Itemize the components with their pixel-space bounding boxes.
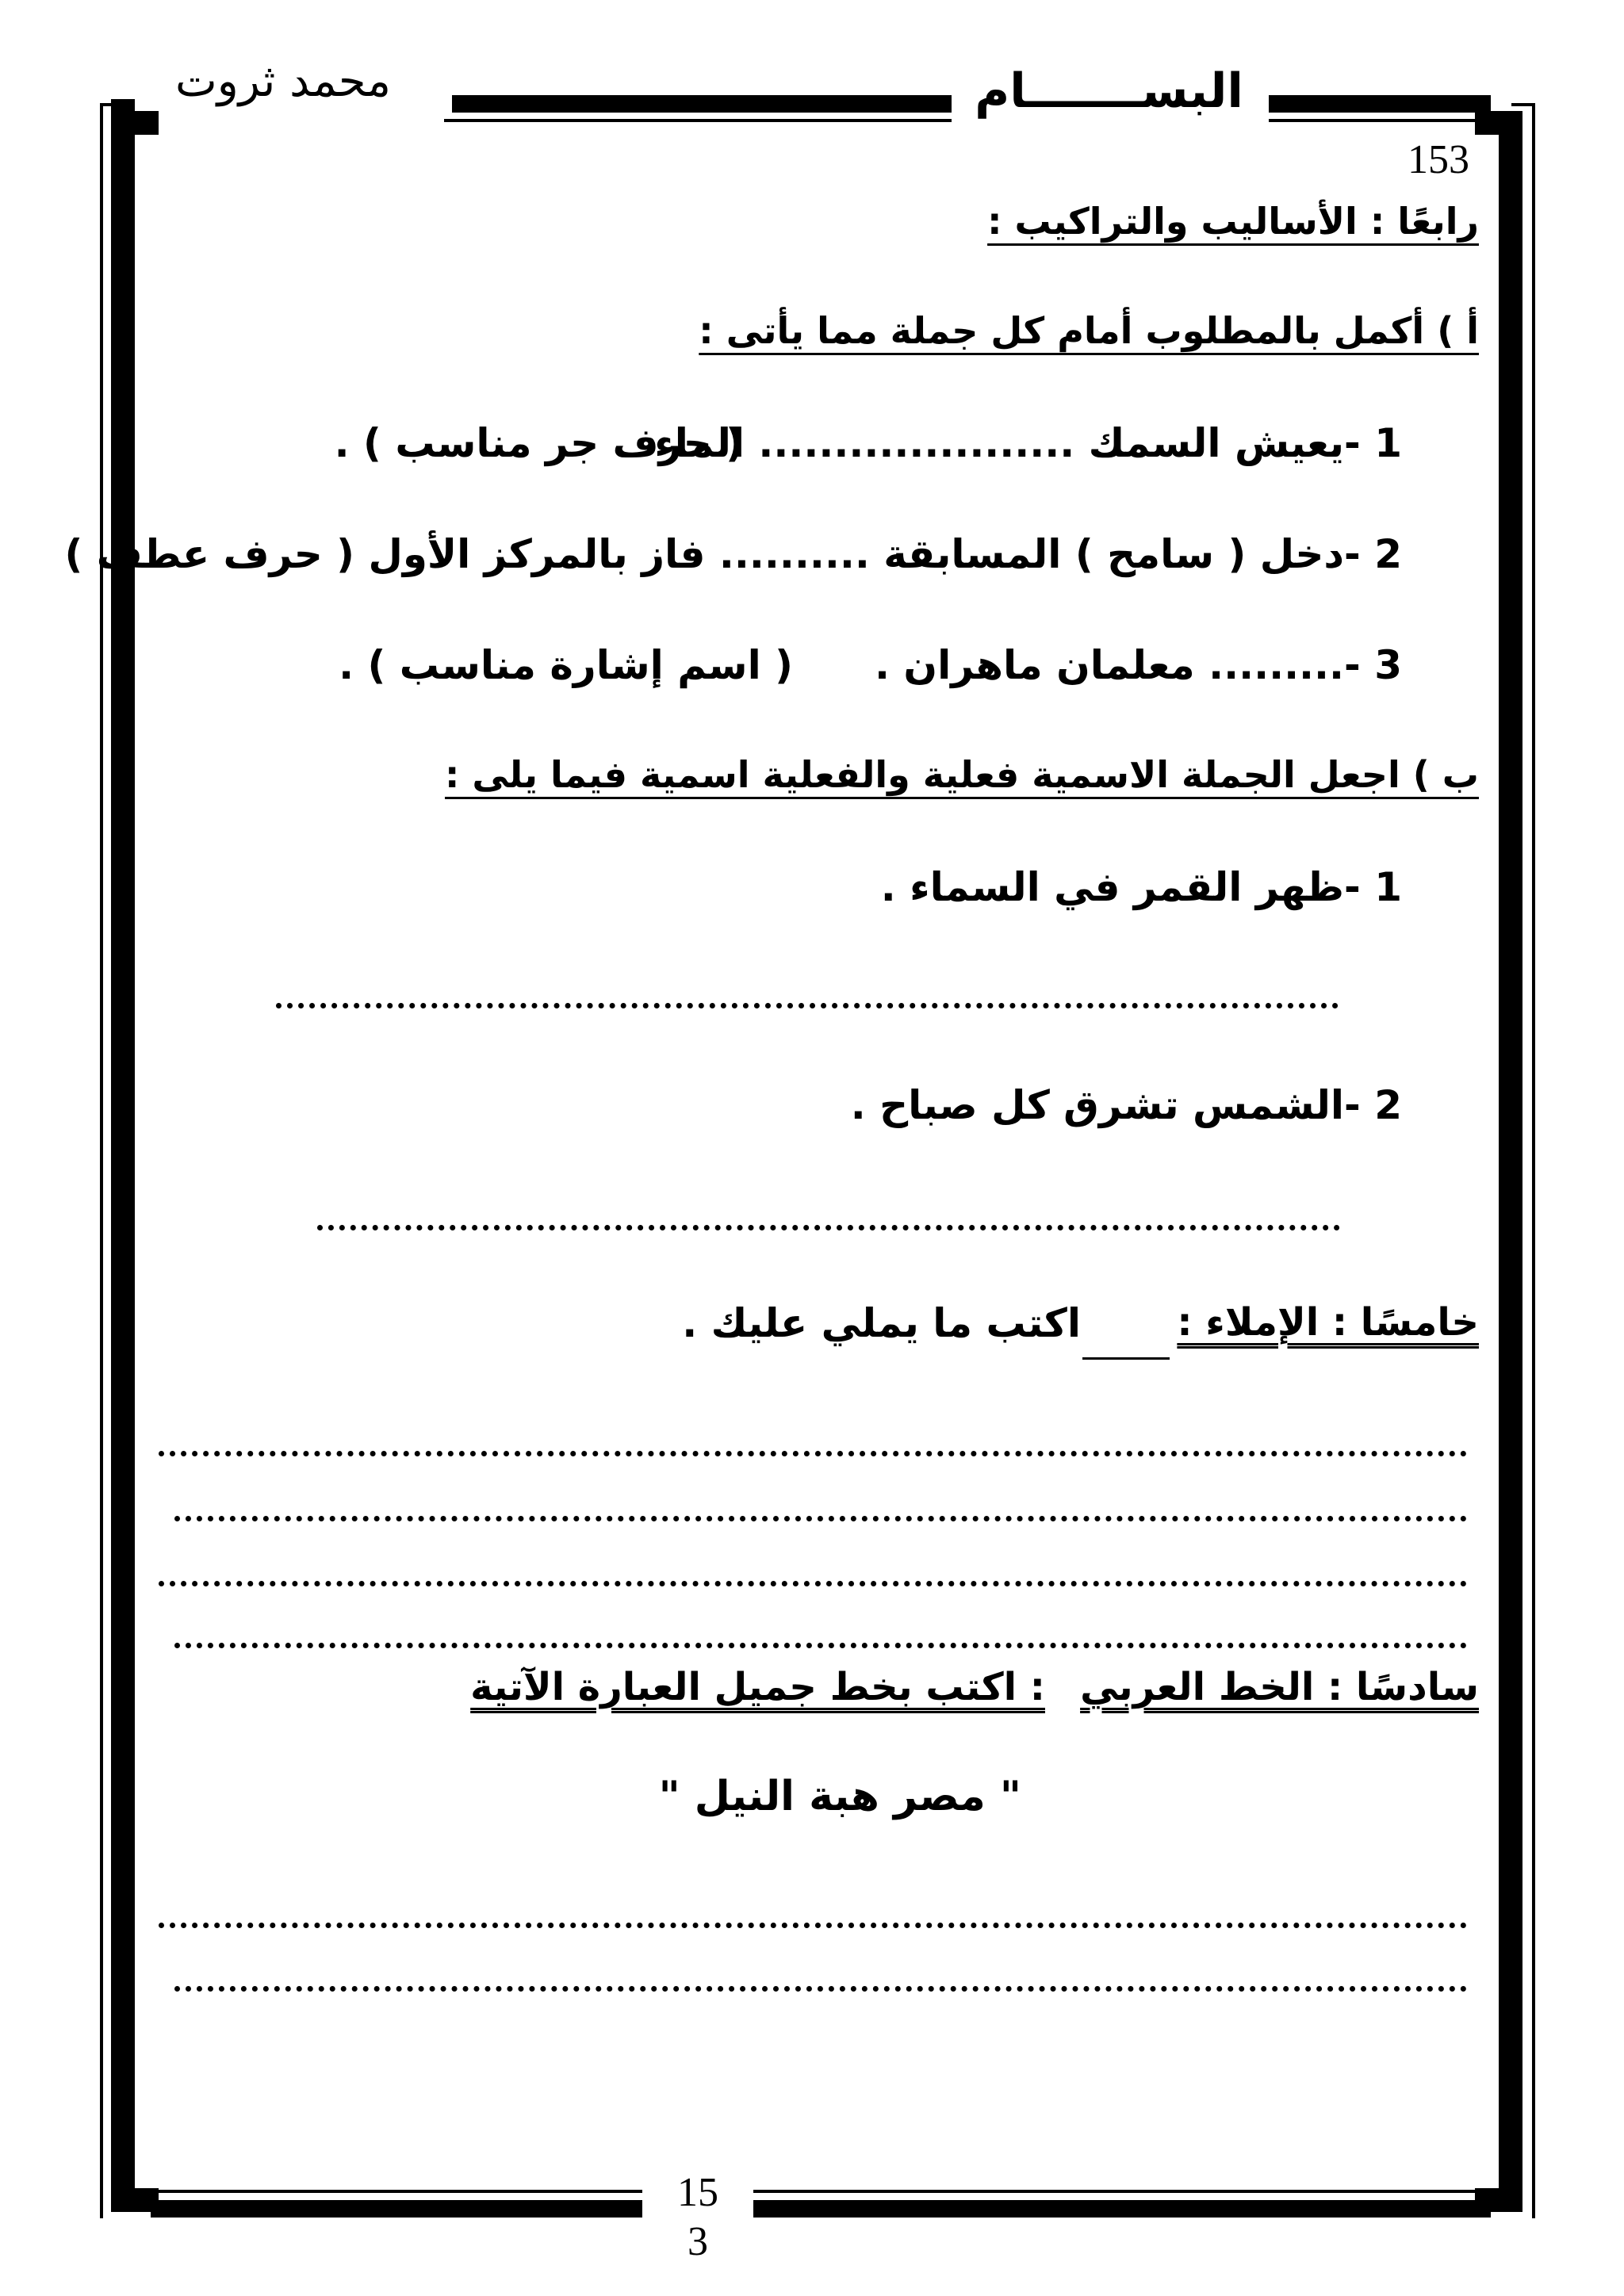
writing-line[interactable] — [159, 1581, 1467, 1586]
author-name: محمد ثروت — [175, 55, 391, 107]
section5-title: خامسًا : الإملاء : — [1177, 1300, 1479, 1345]
section5-underline-gap — [1082, 1357, 1170, 1360]
writing-line[interactable] — [159, 1451, 1467, 1456]
writing-line[interactable] — [174, 1986, 1467, 1992]
part-a-item-1: 1 -يعيش السمك ..................... الماء — [654, 420, 1402, 466]
section5-instruction: اكتب ما يملي عليك . — [682, 1300, 1081, 1346]
part-b-item-2: 2 -الشمس تشرق كل صباح . — [850, 1082, 1402, 1128]
footer-page-number: 15 3 — [677, 2170, 718, 2264]
part-a-item-3-hint: ( اسم إشارة مناسب ) . — [339, 642, 793, 688]
writing-line[interactable] — [174, 1643, 1467, 1648]
answer-line[interactable] — [276, 1003, 1339, 1008]
calligraphy-phrase: " مصر هبة النيل " — [658, 1773, 1021, 1820]
part-b-instruction: ب ) اجعل الجملة الاسمية فعلية والفعلية اسمية فيما يلى : — [444, 753, 1479, 796]
brand-title: البســـــــام — [975, 63, 1243, 119]
part-a-item-3: 3 -......... معلمان ماهران . — [875, 642, 1402, 688]
part-b-item-1: 1 -ظهر القمر في السماء . — [880, 864, 1402, 910]
part-a-instruction: أ ) أكمل بالمطلوب أمام كل جملة مما يأتى : — [699, 309, 1479, 352]
section4-title: رابعًا : الأساليب والتراكيب : — [987, 200, 1479, 243]
section6-title: سادسًا : الخط العربي — [1080, 1665, 1479, 1709]
section6-instruction: : اكتب بخط جميل العبارة الآتية — [470, 1665, 1045, 1709]
writing-line[interactable] — [159, 1923, 1467, 1928]
answer-line[interactable] — [317, 1225, 1340, 1230]
part-a-item-2: 2 -دخل ( سامح ) المسابقة .......... فاز بالمركز الأول ( حرف عطف ) — [64, 531, 1402, 577]
part-a-item-1-hint: ( حرف جر مناسب ) . — [334, 420, 744, 466]
writing-line[interactable] — [174, 1516, 1467, 1521]
page-number: 153 — [1408, 137, 1469, 182]
